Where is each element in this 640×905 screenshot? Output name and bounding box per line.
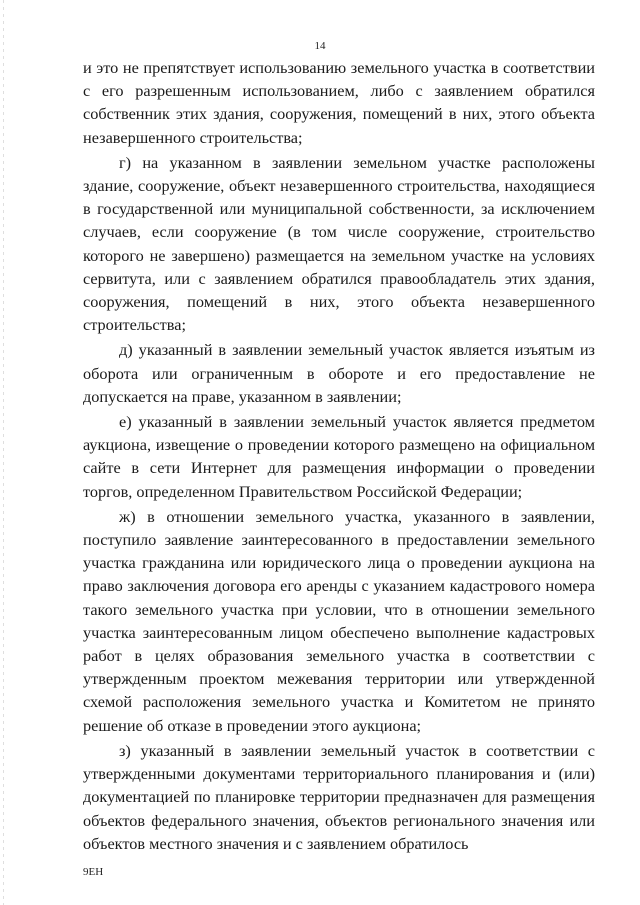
paragraph-continuation: и это не препятствует использованию земельного участка в соответствии с его разрешенным использованием, либо с заявлением обратился собственник этих здания, сооружения, помещений в них, этого объекта незавершенного строительства; [83,58,595,147]
paragraph-item-e: е) указанный в заявлении земельный участок является предметом аукциона, извещение о проведении которого размещено на официальном сайте в сети Интернет для размещения информации о проведении торгов, определенном Правительством Российской Федерации; [83,412,595,501]
paragraph-item-z: з) указанный в заявлении земельный участок в соответствии с утвержденными документами территориального планирования и (или) документацией по планировке территории предназначен для размещения объектов федерального значения, объектов регионального значения или объектов местного значения и с заявлением обратилось [83,740,595,853]
scan-edge-artifact [3,0,4,905]
page-number: 14 [314,40,326,52]
footer-code: 9ЕН [83,866,104,878]
paragraph-item-zh: ж) в отношении земельного участка, указанного в заявлении, поступило заявление заинтересованного в предоставлении земельного участка гражданина или юридического лица о проведении аукциона на право заключения договора его аренды с указанием кадастрового номера такого земельного участка при условии, что в отношении земельного участка заинтересованным лицом обеспечено выполнение кадастровых работ в целях образования земельного участка в соответствии с утвержденным проектом межевания территории или утвержденной схемой расположения земельного участка и Комитетом не принято решение об отказе в проведении этого аукциона; [83,506,595,735]
paragraph-item-g: г) на указанном в заявлении земельном участке расположены здание, сооружение, объект незавершенного строительства, находящиеся в государственной или муниципальной собственности, за исключением случаев, если сооружение (в том числе сооружение, строительство которого не завершено) размещается на земельном участке на условиях сервитута, или с заявлением обратился правообладатель этих здания, сооружения, помещений в них, этого объекта незавершенного строительства; [83,152,595,335]
paragraph-item-d: д) указанный в заявлении земельный участок является изъятым из оборота или ограниченным в обороте и его предоставление не допускается на праве, указанном в заявлении; [83,340,595,406]
document-body [83,56,595,857]
